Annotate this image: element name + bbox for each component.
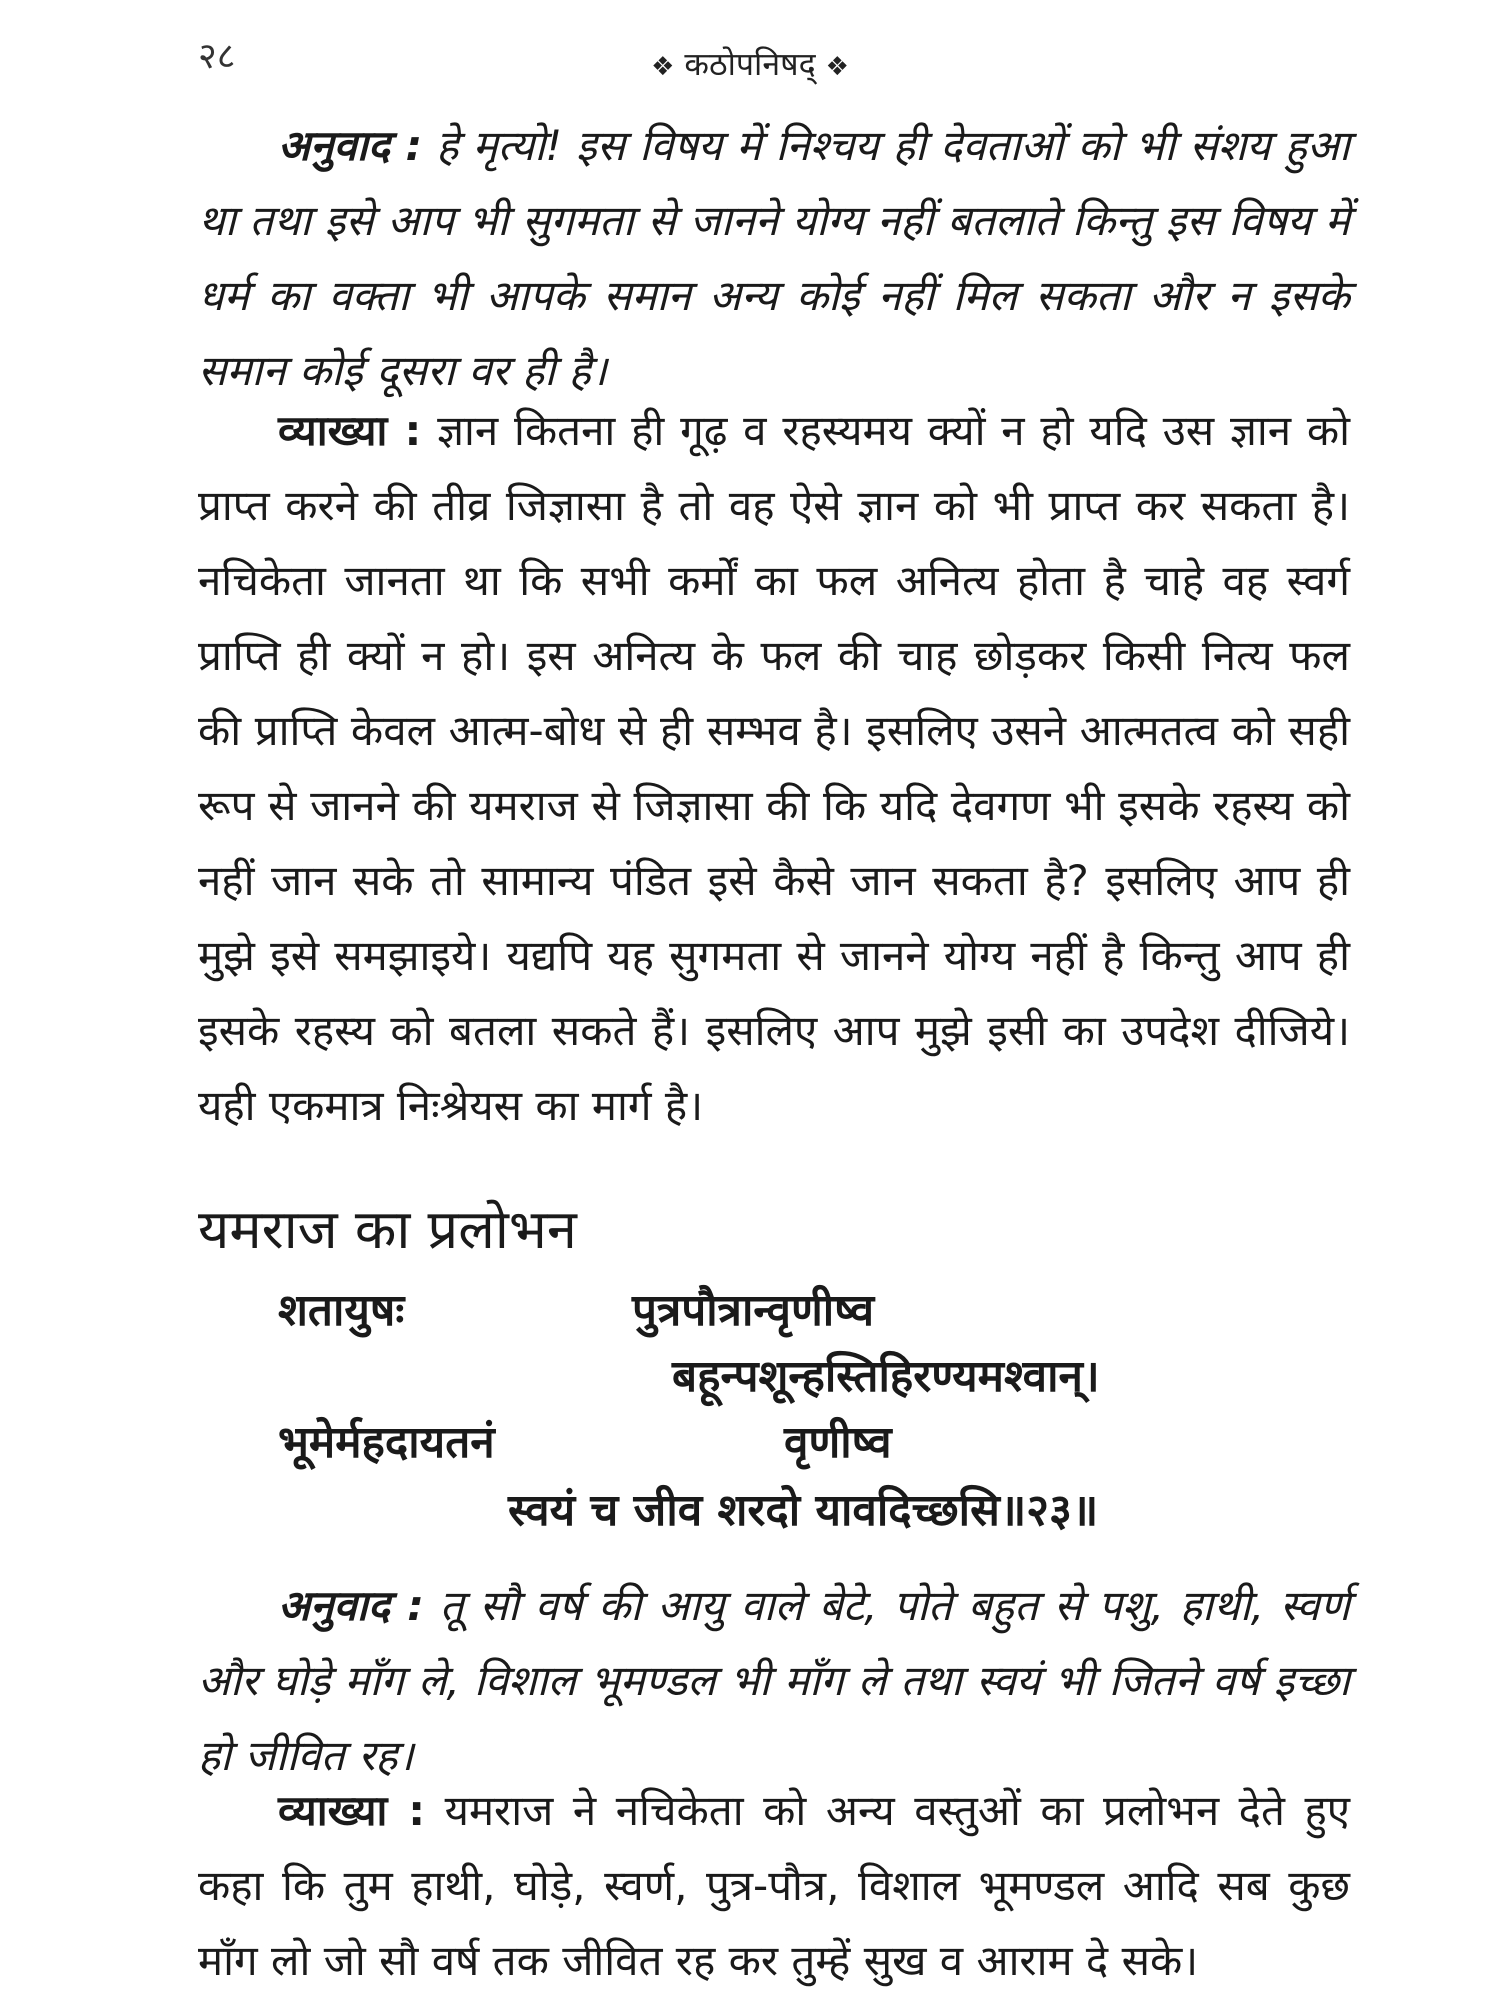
translation-paragraph-1 <box>198 108 1350 408</box>
verse-line-4: स्वयं च जीव शरदो यावदिच्छसि॥२३॥ <box>508 1485 1099 1536</box>
verse-line-1-part-b: पुत्रपौत्रान्वृणीष्व <box>632 1285 875 1336</box>
translation-label: अनुवाद : <box>278 121 423 170</box>
verse-line-2: बहून्पशून्हस्तिहिरण्यमश्वान्। <box>672 1351 1100 1402</box>
explanation-paragraph-1 <box>198 393 1350 1143</box>
verse-line-3-part-b: वृणीष्व <box>784 1417 892 1468</box>
explanation-paragraph-2 <box>198 1773 1350 1998</box>
verse-line-3-part-a: भूमेर्महदायतनं <box>278 1417 495 1468</box>
translation-label: अनुवाद : <box>278 1581 424 1630</box>
explanation-label: व्याख्या : <box>278 1786 426 1835</box>
translation-text: तू सौ वर्ष की आयु वाले बेटे, पोते बहुत से पशु, हाथी, स्वर्ण और घोड़े माँग ले, विशाल भूमण्डल भी माँग ले तथा स्वयं भी जितने वर्ष इच्छा हो जीवित रह। <box>198 1581 1350 1780</box>
translation-text: हे मृत्यो! इस विषय में निश्चय ही देवताओं को भी संशय हुआ था तथा इसे आप भी सुगमता से जानने योग्य नहीं बतलाते किन्तु इस विषय में धर्म का वक्ता भी आपके समान अन्य कोई नहीं मिल सकता और न इसके समान कोई दूसरा वर ही है। <box>198 121 1350 395</box>
explanation-text: ज्ञान कितना ही गूढ़ व रहस्यमय क्यों न हो यदि उस ज्ञान को प्राप्त करने की तीव्र जिज्ञासा है तो वह ऐसे ज्ञान को भी प्राप्त कर सकता है। नचिकेता जानता था कि सभी कर्मों का फल अनित्य होता है चाहे वह स्वर्ग प्राप्ति ही क्यों न हो। इस अनित्य के फल की चाह छोड़कर किसी नित्य फल की प्राप्ति केवल आत्म-बोध से ही सम्भव है। इसलिए उसने आत्मतत्व को सही रूप से जानने की यमराज से जिज्ञासा की कि यदि देवगण भी इसके रहस्य को नहीं जान सके तो सामान्य पंडित इसे कैसे जान सकता है? इसलिए आप ही मुझे इसे समझाइये। यद्यपि यह सुगमता से जानने योग्य नहीं है किन्तु आप ही इसके रहस्य को बतला सकते हैं। इसलिए आप मुझे इसी का उपदेश दीजिये। यही एकमात्र निःश्रेयस का मार्ग है। <box>198 406 1351 1130</box>
ornament-left-icon: ❖ <box>651 52 675 82</box>
explanation-label: व्याख्या : <box>278 406 422 455</box>
section-heading: यमराज का प्रलोभन <box>198 1198 577 1261</box>
running-title: कठोपनिषद् <box>684 45 816 83</box>
translation-paragraph-2 <box>198 1568 1350 1793</box>
explanation-text: यमराज ने नचिकेता को अन्य वस्तुओं का प्रलोभन देते हुए कहा कि तुम हाथी, घोड़े, स्वर्ण, पुत्र-पौत्र, विशाल भूमण्डल आदि सब कुछ माँग लो जो सौ वर्ष तक जीवित रह कर तुम्हें सुख व आराम दे सके। <box>198 1786 1350 1985</box>
ornament-right-icon: ❖ <box>825 52 849 82</box>
verse-line-1-part-a: शतायुषः <box>278 1285 405 1336</box>
page-number: २८ <box>198 36 236 77</box>
running-head <box>0 42 1500 85</box>
